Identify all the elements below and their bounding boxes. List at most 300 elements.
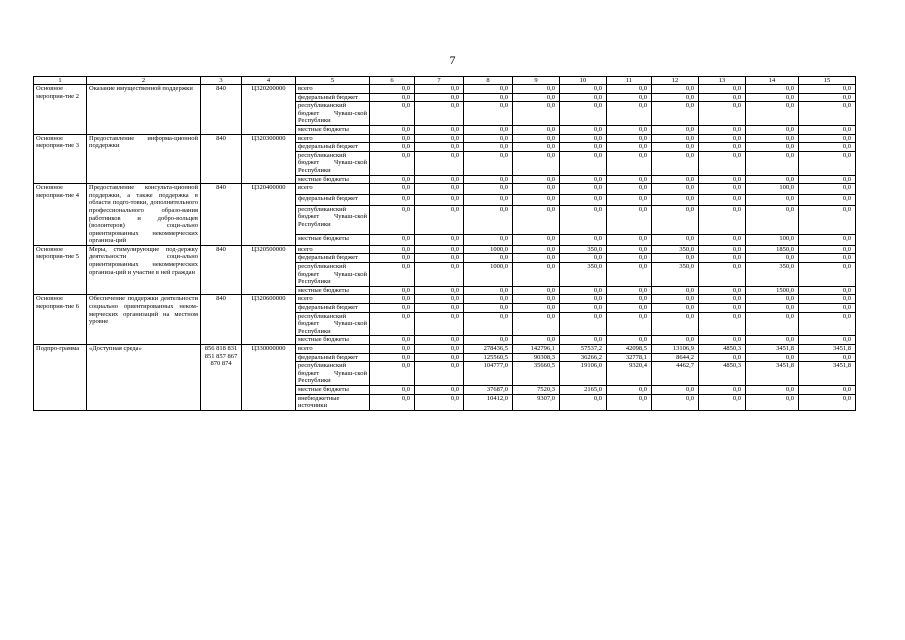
funding-source-cell: местные бюджеты	[296, 125, 370, 134]
value-cell: 0,0	[799, 93, 856, 102]
value-cell: 4850,3	[699, 362, 746, 386]
value-cell: 0,0	[415, 184, 464, 195]
value-cell: 0,0	[464, 151, 513, 175]
value-cell: 0,0	[799, 194, 856, 205]
value-cell: 0,0	[370, 345, 415, 354]
grbs-code-cell: 840	[201, 85, 242, 135]
table-row	[34, 345, 856, 354]
value-cell: 125560,5	[464, 353, 513, 362]
value-cell: 0,0	[652, 385, 699, 394]
value-cell: 0,0	[799, 125, 856, 134]
activity-name-cell: Обеспечение поддержки деятельности социально ориентированных неком-мерческих организаций на местном уровне	[87, 295, 201, 345]
value-cell: 0,0	[464, 184, 513, 195]
value-cell: 3451,8	[799, 345, 856, 354]
value-cell: 0,0	[699, 85, 746, 94]
value-cell: 350,0	[652, 245, 699, 254]
value-cell: 0,0	[464, 143, 513, 152]
value-cell: 0,0	[560, 205, 607, 235]
value-cell: 0,0	[560, 336, 607, 345]
value-cell: 0,0	[464, 125, 513, 134]
value-cell: 0,0	[699, 194, 746, 205]
value-cell: 0,0	[415, 151, 464, 175]
value-cell: 0,0	[607, 295, 652, 304]
value-cell: 0,0	[652, 336, 699, 345]
value-cell: 0,0	[799, 175, 856, 184]
activity-type-cell: Основное мероприя-тие 3	[34, 134, 87, 184]
value-cell: 1850,0	[746, 245, 799, 254]
value-cell: 0,0	[415, 295, 464, 304]
value-cell: 0,0	[699, 385, 746, 394]
value-cell: 0,0	[799, 312, 856, 336]
value-cell: 0,0	[607, 125, 652, 134]
value-cell: 0,0	[415, 362, 464, 386]
value-cell: 0,0	[746, 205, 799, 235]
value-cell: 0,0	[699, 125, 746, 134]
value-cell: 0,0	[560, 175, 607, 184]
value-cell: 0,0	[370, 254, 415, 263]
table-row	[34, 134, 856, 143]
value-cell: 0,0	[799, 151, 856, 175]
value-cell: 0,0	[415, 286, 464, 295]
value-cell: 0,0	[560, 102, 607, 126]
value-cell: 0,0	[464, 235, 513, 246]
value-cell: 0,0	[607, 385, 652, 394]
value-cell: 0,0	[799, 254, 856, 263]
value-cell: 0,0	[652, 102, 699, 126]
value-cell: 0,0	[746, 336, 799, 345]
column-number: 3	[201, 77, 242, 85]
column-number: 4	[242, 77, 296, 85]
value-cell: 0,0	[799, 102, 856, 126]
value-cell: 0,0	[652, 143, 699, 152]
value-cell: 7520,3	[513, 385, 560, 394]
value-cell: 0,0	[699, 205, 746, 235]
value-cell: 0,0	[370, 245, 415, 254]
value-cell: 0,0	[799, 394, 856, 410]
table-body	[34, 77, 856, 411]
value-cell: 0,0	[513, 254, 560, 263]
activity-type-cell: Подпро-грамма	[34, 345, 87, 411]
value-cell: 4850,3	[699, 345, 746, 354]
funding-source-cell: всего	[296, 184, 370, 195]
value-cell: 0,0	[415, 175, 464, 184]
value-cell: 2165,0	[560, 385, 607, 394]
value-cell: 0,0	[699, 263, 746, 287]
value-cell: 3451,8	[799, 362, 856, 386]
target-code-cell: Ц320200000	[242, 85, 296, 135]
value-cell: 0,0	[513, 263, 560, 287]
value-cell: 0,0	[799, 184, 856, 195]
value-cell: 0,0	[464, 102, 513, 126]
value-cell: 0,0	[513, 93, 560, 102]
value-cell: 0,0	[652, 125, 699, 134]
activity-name-cell: Предоставление информа-ционной поддержки	[87, 134, 201, 184]
value-cell: 0,0	[799, 245, 856, 254]
value-cell: 0,0	[746, 194, 799, 205]
funding-source-cell: всего	[296, 134, 370, 143]
value-cell: 0,0	[652, 394, 699, 410]
funding-source-cell: всего	[296, 85, 370, 94]
value-cell: 0,0	[513, 194, 560, 205]
value-cell: 0,0	[513, 85, 560, 94]
value-cell: 0,0	[513, 312, 560, 336]
funding-source-cell: федеральный бюджет	[296, 254, 370, 263]
activity-name-cell: Предоставление консульта-ционной поддержки, а также поддержка в области подго-товки, дополнительного профессионального образо-вания работников и добро-вольцев (волонтеров) соци-ально ориентированных некоммерческих организа-ций	[87, 184, 201, 246]
value-cell: 0,0	[464, 295, 513, 304]
value-cell: 0,0	[370, 286, 415, 295]
column-number-row	[34, 77, 856, 85]
value-cell: 1000,0	[464, 245, 513, 254]
value-cell: 0,0	[370, 205, 415, 235]
value-cell: 350,0	[560, 245, 607, 254]
value-cell: 0,0	[699, 151, 746, 175]
value-cell: 0,0	[799, 134, 856, 143]
value-cell: 0,0	[370, 295, 415, 304]
value-cell: 0,0	[370, 263, 415, 287]
page-number: 7	[449, 53, 456, 67]
value-cell: 0,0	[415, 194, 464, 205]
value-cell: 0,0	[464, 175, 513, 184]
value-cell: 0,0	[607, 286, 652, 295]
value-cell: 9307,0	[513, 394, 560, 410]
value-cell: 0,0	[370, 312, 415, 336]
value-cell: 0,0	[560, 304, 607, 313]
value-cell: 1000,0	[464, 263, 513, 287]
value-cell: 0,0	[746, 385, 799, 394]
funding-source-cell: всего	[296, 345, 370, 354]
column-number: 1	[34, 77, 87, 85]
value-cell: 0,0	[746, 295, 799, 304]
target-code-cell: Ц320500000	[242, 245, 296, 295]
value-cell: 0,0	[652, 286, 699, 295]
value-cell: 3451,8	[746, 345, 799, 354]
value-cell: 0,0	[560, 184, 607, 195]
value-cell: 104777,0	[464, 362, 513, 386]
funding-source-cell: всего	[296, 295, 370, 304]
column-number: 9	[513, 77, 560, 85]
value-cell: 0,0	[415, 143, 464, 152]
funding-source-cell: республиканский бюджет Чуваш-ской Республики	[296, 151, 370, 175]
value-cell: 0,0	[415, 394, 464, 410]
value-cell: 0,0	[513, 205, 560, 235]
value-cell: 350,0	[652, 263, 699, 287]
activity-type-cell: Основное мероприя-тие 2	[34, 85, 87, 135]
value-cell: 0,0	[415, 385, 464, 394]
value-cell: 13106,9	[652, 345, 699, 354]
value-cell: 0,0	[464, 304, 513, 313]
value-cell: 0,0	[513, 125, 560, 134]
value-cell: 0,0	[699, 394, 746, 410]
value-cell: 0,0	[607, 304, 652, 313]
funding-source-cell: всего	[296, 245, 370, 254]
grbs-code-cell: 840	[201, 184, 242, 246]
value-cell: 0,0	[370, 235, 415, 246]
value-cell: 0,0	[799, 205, 856, 235]
value-cell: 37687,0	[464, 385, 513, 394]
value-cell: 0,0	[370, 85, 415, 94]
value-cell: 0,0	[370, 362, 415, 386]
activity-name-cell: Оказание имущественной поддержки	[87, 85, 201, 135]
activity-type-cell: Основное мероприя-тие 4	[34, 184, 87, 246]
value-cell: 0,0	[415, 245, 464, 254]
value-cell: 0,0	[699, 134, 746, 143]
value-cell: 0,0	[746, 93, 799, 102]
value-cell: 0,0	[652, 134, 699, 143]
value-cell: 0,0	[699, 245, 746, 254]
table-row	[34, 85, 856, 94]
activity-name-cell: Меры, стимулирующие под-держку деятельности соци-ально ориентированных некоммерческих организа-ций и участие в ней граждан	[87, 245, 201, 295]
table-row	[34, 245, 856, 254]
value-cell: 0,0	[652, 205, 699, 235]
value-cell: 0,0	[607, 184, 652, 195]
value-cell: 0,0	[607, 175, 652, 184]
funding-source-cell: республиканский бюджет Чуваш-ской Республики	[296, 263, 370, 287]
value-cell: 0,0	[560, 286, 607, 295]
value-cell: 42098,5	[607, 345, 652, 354]
value-cell: 0,0	[746, 151, 799, 175]
value-cell: 0,0	[415, 353, 464, 362]
value-cell: 0,0	[370, 394, 415, 410]
value-cell: 0,0	[746, 85, 799, 94]
target-code-cell: Ц330000000	[242, 345, 296, 411]
value-cell: 0,0	[607, 93, 652, 102]
funding-source-cell: республиканский бюджет Чуваш-ской Республики	[296, 205, 370, 235]
activity-name-cell: «Доступная среда»	[87, 345, 201, 411]
value-cell: 0,0	[560, 194, 607, 205]
value-cell: 90308,3	[513, 353, 560, 362]
value-cell: 0,0	[746, 175, 799, 184]
grbs-code-cell: 840	[201, 295, 242, 345]
value-cell: 0,0	[699, 143, 746, 152]
funding-source-cell: местные бюджеты	[296, 175, 370, 184]
value-cell: 0,0	[464, 336, 513, 345]
value-cell: 10412,0	[464, 394, 513, 410]
value-cell: 0,0	[699, 286, 746, 295]
value-cell: 9320,4	[607, 362, 652, 386]
value-cell: 0,0	[513, 245, 560, 254]
value-cell: 35660,5	[513, 362, 560, 386]
table-row	[34, 184, 856, 195]
value-cell: 0,0	[607, 194, 652, 205]
value-cell: 0,0	[370, 184, 415, 195]
column-number: 5	[296, 77, 370, 85]
value-cell: 0,0	[799, 304, 856, 313]
value-cell: 0,0	[464, 194, 513, 205]
value-cell: 0,0	[464, 312, 513, 336]
value-cell: 32778,1	[607, 353, 652, 362]
value-cell: 0,0	[746, 102, 799, 126]
value-cell: 1500,0	[746, 286, 799, 295]
value-cell: 0,0	[746, 353, 799, 362]
value-cell: 0,0	[370, 353, 415, 362]
funding-source-cell: местные бюджеты	[296, 336, 370, 345]
funding-source-cell: федеральный бюджет	[296, 353, 370, 362]
value-cell: 0,0	[699, 93, 746, 102]
funding-source-cell: местные бюджеты	[296, 286, 370, 295]
value-cell: 0,0	[746, 254, 799, 263]
funding-source-cell: местные бюджеты	[296, 235, 370, 246]
value-cell: 0,0	[699, 312, 746, 336]
column-number: 10	[560, 77, 607, 85]
grbs-code-cell: 856 818 831 851 857 867 870 874	[201, 345, 242, 411]
value-cell: 0,0	[370, 143, 415, 152]
value-cell: 0,0	[799, 295, 856, 304]
value-cell: 0,0	[652, 312, 699, 336]
value-cell: 0,0	[513, 295, 560, 304]
value-cell: 0,0	[464, 254, 513, 263]
value-cell: 0,0	[415, 134, 464, 143]
value-cell: 0,0	[699, 102, 746, 126]
column-number: 2	[87, 77, 201, 85]
value-cell: 0,0	[652, 235, 699, 246]
value-cell: 57537,2	[560, 345, 607, 354]
value-cell: 0,0	[699, 235, 746, 246]
value-cell: 0,0	[560, 93, 607, 102]
value-cell: 0,0	[607, 151, 652, 175]
value-cell: 0,0	[799, 235, 856, 246]
funding-source-cell: республиканский бюджет Чуваш-ской Республики	[296, 312, 370, 336]
activity-type-cell: Основное мероприя-тие 5	[34, 245, 87, 295]
column-number: 6	[370, 77, 415, 85]
value-cell: 0,0	[652, 151, 699, 175]
value-cell: 0,0	[607, 134, 652, 143]
value-cell: 0,0	[513, 336, 560, 345]
value-cell: 0,0	[607, 394, 652, 410]
value-cell: 0,0	[746, 125, 799, 134]
table-row	[34, 295, 856, 304]
value-cell: 350,0	[746, 263, 799, 287]
value-cell: 0,0	[415, 263, 464, 287]
value-cell: 0,0	[370, 175, 415, 184]
value-cell: 0,0	[513, 286, 560, 295]
value-cell: 0,0	[464, 286, 513, 295]
value-cell: 0,0	[607, 85, 652, 94]
value-cell: 0,0	[607, 254, 652, 263]
value-cell: 0,0	[699, 304, 746, 313]
funding-source-cell: федеральный бюджет	[296, 93, 370, 102]
value-cell: 0,0	[799, 353, 856, 362]
value-cell: 0,0	[560, 394, 607, 410]
value-cell: 0,0	[415, 304, 464, 313]
value-cell: 0,0	[607, 143, 652, 152]
value-cell: 0,0	[652, 175, 699, 184]
funding-source-cell: федеральный бюджет	[296, 304, 370, 313]
funding-source-cell: республиканский бюджет Чуваш-ской Республики	[296, 362, 370, 386]
value-cell: 0,0	[415, 336, 464, 345]
value-cell: 0,0	[370, 151, 415, 175]
value-cell: 0,0	[464, 205, 513, 235]
value-cell: 0,0	[370, 336, 415, 345]
value-cell: 0,0	[607, 312, 652, 336]
value-cell: 350,0	[560, 263, 607, 287]
value-cell: 0,0	[699, 295, 746, 304]
value-cell: 0,0	[560, 85, 607, 94]
value-cell: 0,0	[513, 235, 560, 246]
value-cell: 0,0	[560, 125, 607, 134]
value-cell: 0,0	[370, 134, 415, 143]
value-cell: 0,0	[560, 235, 607, 246]
value-cell: 0,0	[513, 134, 560, 143]
value-cell: 3451,8	[746, 362, 799, 386]
funding-source-cell: внебюджетные источники	[296, 394, 370, 410]
column-number: 11	[607, 77, 652, 85]
value-cell: 0,0	[652, 254, 699, 263]
target-code-cell: Ц320600000	[242, 295, 296, 345]
value-cell: 4462,7	[652, 362, 699, 386]
grbs-code-cell: 840	[201, 245, 242, 295]
value-cell: 36266,2	[560, 353, 607, 362]
funding-source-cell: федеральный бюджет	[296, 143, 370, 152]
value-cell: 0,0	[607, 235, 652, 246]
value-cell: 100,0	[746, 184, 799, 195]
value-cell: 0,0	[652, 194, 699, 205]
activity-type-cell: Основное мероприя-тие 6	[34, 295, 87, 345]
value-cell: 0,0	[513, 175, 560, 184]
value-cell: 0,0	[799, 85, 856, 94]
value-cell: 0,0	[746, 143, 799, 152]
value-cell: 0,0	[415, 93, 464, 102]
column-number: 8	[464, 77, 513, 85]
value-cell: 0,0	[513, 304, 560, 313]
value-cell: 19106,0	[560, 362, 607, 386]
value-cell: 0,0	[415, 102, 464, 126]
value-cell: 0,0	[560, 151, 607, 175]
value-cell: 0,0	[513, 151, 560, 175]
value-cell: 0,0	[513, 102, 560, 126]
value-cell: 0,0	[799, 286, 856, 295]
value-cell: 0,0	[652, 295, 699, 304]
value-cell: 0,0	[415, 85, 464, 94]
value-cell: 0,0	[652, 304, 699, 313]
value-cell: 0,0	[370, 125, 415, 134]
value-cell: 100,0	[746, 235, 799, 246]
column-number: 14	[746, 77, 799, 85]
value-cell: 0,0	[370, 385, 415, 394]
value-cell: 0,0	[464, 93, 513, 102]
value-cell: 0,0	[699, 254, 746, 263]
grbs-code-cell: 840	[201, 134, 242, 184]
value-cell: 0,0	[652, 93, 699, 102]
value-cell: 0,0	[370, 102, 415, 126]
value-cell: 8644,2	[652, 353, 699, 362]
value-cell: 0,0	[652, 184, 699, 195]
value-cell: 0,0	[415, 254, 464, 263]
value-cell: 0,0	[799, 143, 856, 152]
value-cell: 0,0	[560, 143, 607, 152]
value-cell: 0,0	[607, 102, 652, 126]
value-cell: 0,0	[415, 205, 464, 235]
column-number: 12	[652, 77, 699, 85]
value-cell: 0,0	[370, 194, 415, 205]
value-cell: 0,0	[607, 245, 652, 254]
value-cell: 0,0	[464, 134, 513, 143]
funding-source-cell: местные бюджеты	[296, 385, 370, 394]
value-cell: 0,0	[746, 394, 799, 410]
funding-source-cell: федеральный бюджет	[296, 194, 370, 205]
value-cell: 0,0	[560, 254, 607, 263]
value-cell: 0,0	[699, 175, 746, 184]
target-code-cell: Ц320300000	[242, 134, 296, 184]
value-cell: 0,0	[464, 85, 513, 94]
value-cell: 0,0	[799, 385, 856, 394]
value-cell: 0,0	[415, 125, 464, 134]
target-code-cell: Ц320400000	[242, 184, 296, 246]
value-cell: 0,0	[746, 304, 799, 313]
value-cell: 0,0	[415, 312, 464, 336]
value-cell: 278436,5	[464, 345, 513, 354]
column-number: 13	[699, 77, 746, 85]
value-cell: 0,0	[652, 85, 699, 94]
